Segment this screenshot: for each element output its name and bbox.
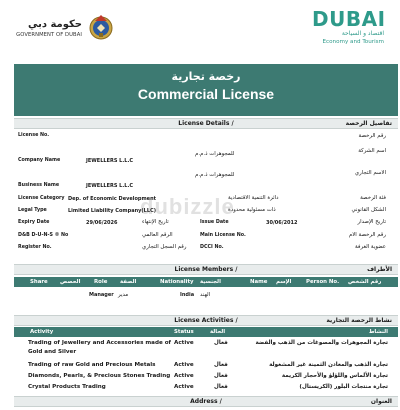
- business-name-label: Business Name: [18, 183, 60, 188]
- company-name-value: JEWELLERS L.L.C: [86, 158, 134, 164]
- det-arabic: اقتصاد و السياحة: [341, 30, 384, 37]
- activity-status: Active: [174, 340, 194, 346]
- dubai-wordmark: DUBAI: [312, 7, 386, 31]
- register-no-label: Register No.: [18, 245, 52, 250]
- license-no-label-ar: رقم الرخصة: [358, 133, 386, 139]
- license-no-label: License No.: [18, 133, 50, 138]
- issue-date-label: Issue Date: [200, 220, 229, 225]
- member-nationality: India: [180, 292, 195, 298]
- license-details-section-bar: License Details / تفاصيل الرخصة: [14, 118, 398, 129]
- activity-row: [14, 384, 398, 393]
- address-title-ar: العنوان: [370, 398, 392, 405]
- col-role-ar: الصفة: [120, 279, 137, 285]
- gov-name-en: GOVERNMENT OF DUBAI: [16, 32, 82, 38]
- members-table-header: [14, 277, 398, 287]
- license-activities-section-bar: License Activities / نشاط الرخصة التجارية: [14, 315, 398, 326]
- col-person-no-ar: رقم الشخص: [348, 279, 382, 285]
- det-english: Economy and Tourism: [322, 39, 384, 45]
- gov-name-ar: حكومة دبي: [27, 19, 82, 30]
- activity-row: [14, 373, 398, 382]
- legal-type-label: Legal Type: [18, 208, 47, 213]
- activity-name-ar: تجارة الذهب والمعادن الثمينة غير المشغولة: [269, 362, 388, 368]
- activity-name-line2: Gold and Silver: [28, 349, 77, 355]
- license-category-value-ar: دائرة التنمية الاقتصادية: [228, 195, 279, 201]
- dubai-economy-tourism-logo: [312, 8, 384, 46]
- col-activity-ar: النشاط: [368, 329, 388, 335]
- dcci-no-label: DCCI No.: [200, 245, 224, 250]
- activity-status-ar: فعال: [214, 340, 228, 346]
- col-share-ar: الحصص: [60, 279, 81, 285]
- business-name-value-ar: للمجوهرات ذ.م.م: [195, 172, 235, 178]
- activity-name-ar: تجارة المجوهرات والمصوغات من الذهب والفضة: [255, 340, 388, 346]
- col-name-ar: الإسم: [276, 279, 292, 285]
- col-status-ar: الحالة: [210, 329, 226, 335]
- company-name-value-ar: للمجوهرات ذ.م.م: [195, 151, 235, 157]
- license-members-title-ar: الأطراف: [367, 266, 392, 273]
- activity-status-ar: فعال: [214, 384, 228, 390]
- member-role-ar: مدير: [118, 292, 129, 298]
- dubizzle-watermark: dubizzle: [140, 194, 235, 219]
- issue-date-value: 30/06/2012: [266, 220, 298, 226]
- col-activity: Activity: [30, 329, 54, 335]
- register-no-label-ar: رقم السجل التجاري: [142, 244, 187, 250]
- issue-date-label-ar: تاريخ الإصدار: [357, 219, 386, 225]
- address-section-bar: Address / العنوان: [14, 396, 398, 407]
- title-arabic: رخصة تجارية: [171, 70, 241, 83]
- license-category-value: Dep. of Economic Development: [68, 196, 157, 202]
- dcci-no-label-ar: عضوية الغرفة: [355, 244, 386, 250]
- license-activities-title: License Activities: [174, 317, 234, 324]
- license-category-label: License Category: [18, 196, 65, 201]
- activity-row: [14, 340, 398, 357]
- activity-row: [14, 362, 398, 371]
- license-details-title-ar: تفاصيل الرخصة: [345, 120, 392, 127]
- title-english: Commercial License: [137, 86, 275, 102]
- legal-type-value: Limited Liability Company(LLC): [68, 208, 157, 214]
- company-name-label-ar: اسم الشركة: [358, 148, 386, 154]
- license-category-label-ar: فئة الرخصة: [360, 195, 386, 201]
- main-license-label: Main License No.: [200, 233, 246, 238]
- col-nationality: Nationality: [160, 279, 194, 285]
- license-members-title: License Members: [174, 266, 234, 273]
- dubai-emblem-icon: [86, 12, 116, 42]
- member-role: Manager: [89, 292, 114, 298]
- expiry-date-label: Expiry Date: [18, 220, 50, 225]
- col-status: Status: [174, 329, 194, 335]
- activity-name: Diamonds, Pearls, & Precious Stones Trading: [28, 373, 171, 379]
- address-title: Address: [190, 398, 218, 405]
- activity-status-ar: فعال: [214, 373, 228, 379]
- legal-type-label-ar: الشكل القانوني: [351, 207, 386, 213]
- business-name-label-ar: الاسم التجاري: [354, 170, 386, 176]
- activity-status: Active: [174, 384, 194, 390]
- col-share: Share: [30, 279, 48, 285]
- company-name-label: Company Name: [18, 158, 61, 163]
- legal-type-value-ar: ذات مسئولية محدودة: [228, 207, 276, 213]
- member-nationality-ar: الهند: [200, 292, 211, 298]
- activity-status-ar: فعال: [214, 362, 228, 368]
- document-header: [0, 0, 400, 62]
- main-license-label-ar: رقم الرخصة الام: [348, 232, 386, 238]
- activities-table-header: [14, 327, 398, 337]
- col-name: Name: [250, 279, 268, 285]
- activity-name: Trading of raw Gold and Precious Metals: [28, 362, 156, 368]
- expiry-date-label-ar: تاريخ الإنتهاء: [142, 219, 169, 225]
- title-band: [14, 64, 398, 116]
- duns-label: D&B D-U-N-S ® No: [18, 233, 69, 238]
- activity-status: Active: [174, 362, 194, 368]
- activity-name: Trading of Jewellery and Accessories made of: [28, 340, 171, 346]
- activity-name: Crystal Products Trading: [28, 384, 106, 390]
- duns-label-ar: الرقم العالمي: [142, 232, 173, 238]
- license-members-section-bar: License Members / الأطراف: [14, 264, 398, 275]
- col-role: Role: [94, 279, 108, 285]
- business-name-value: JEWELLERS L.L.C: [86, 183, 134, 189]
- license-activities-title-ar: نشاط الرخصة التجارية: [326, 317, 392, 324]
- activity-name-ar: تجارة الألماس واللؤلؤ والأحجار الكريمة: [281, 373, 388, 379]
- activity-name-ar: تجارة منتجات البلور (الكريستال): [299, 384, 388, 390]
- license-details-title: License Details: [178, 120, 230, 127]
- col-person-no: Person No.: [306, 279, 340, 285]
- col-nationality-ar: الجنسية: [200, 279, 221, 285]
- government-of-dubai-logo-text: [12, 19, 82, 39]
- activity-status: Active: [174, 373, 194, 379]
- expiry-date-value: 29/06/2026: [86, 220, 118, 226]
